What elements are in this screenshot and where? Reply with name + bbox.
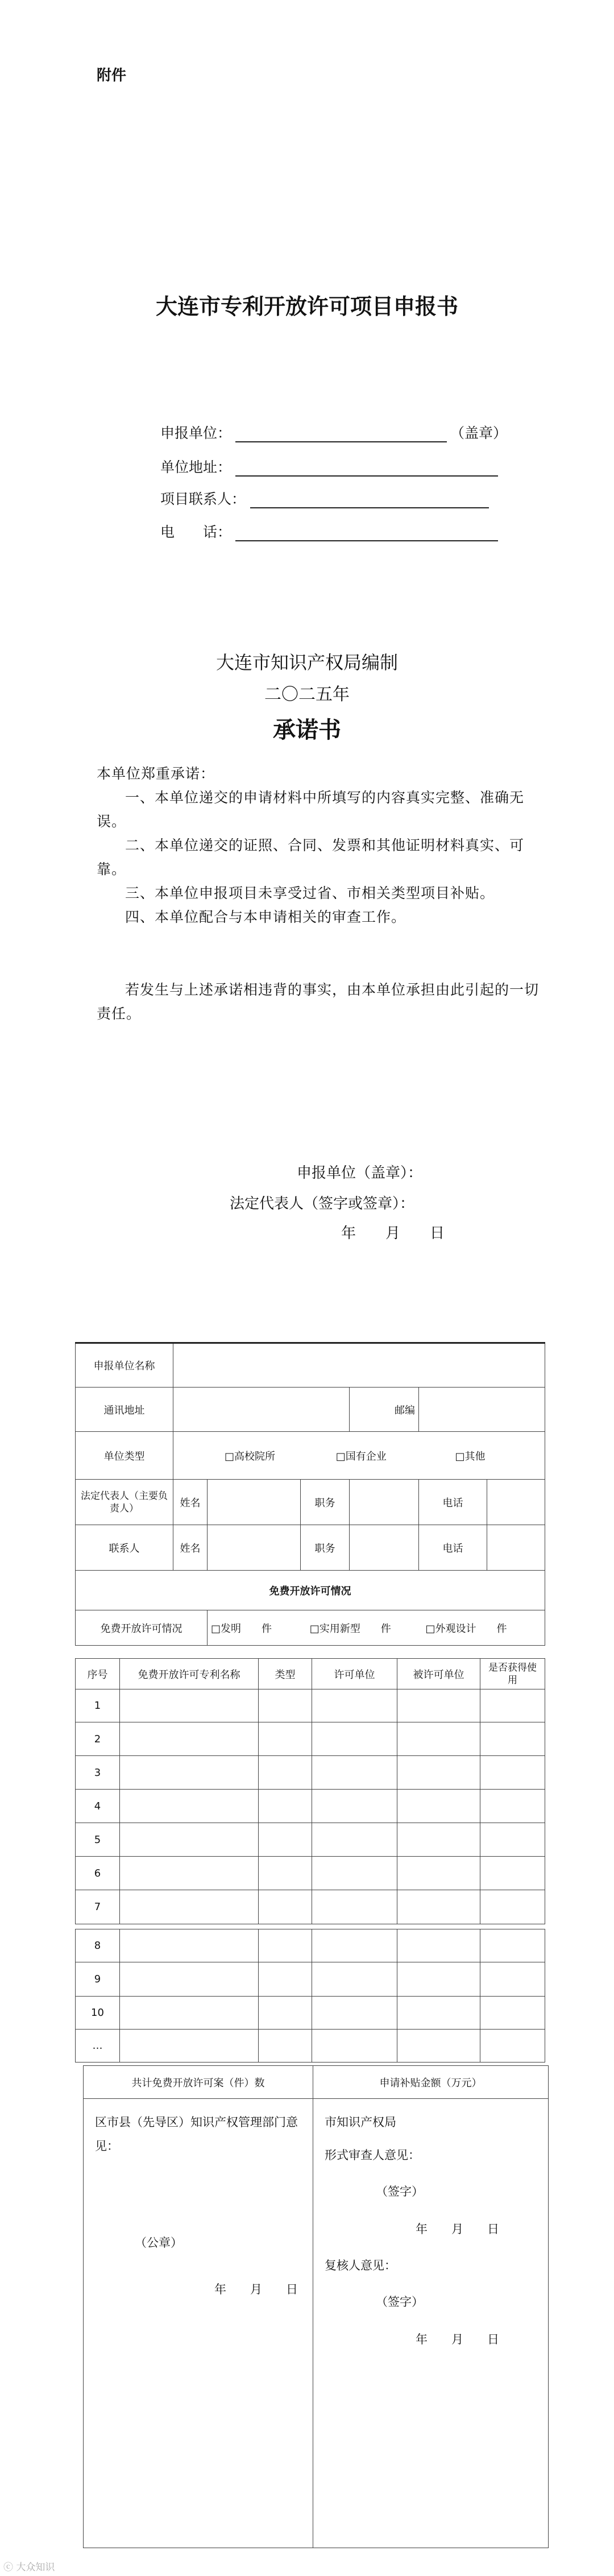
row-index: 5 bbox=[76, 1823, 120, 1857]
header-index: 序号 bbox=[76, 1659, 120, 1689]
row-index: 9 bbox=[76, 1962, 120, 1997]
unit-name-value[interactable] bbox=[173, 1343, 545, 1388]
patent-name-cell[interactable] bbox=[120, 2030, 259, 2063]
type-cell[interactable] bbox=[259, 1756, 312, 1790]
licensor-cell[interactable] bbox=[312, 1790, 397, 1823]
contact-cell-label: 联系人 bbox=[76, 1525, 173, 1571]
applicant-field bbox=[160, 422, 507, 442]
table-row bbox=[76, 1962, 545, 1997]
licensee-cell[interactable] bbox=[397, 1689, 480, 1722]
legal-rep-position-label: 职务 bbox=[301, 1480, 350, 1525]
type-cell[interactable] bbox=[259, 1929, 312, 1962]
row-index: 8 bbox=[76, 1929, 120, 1962]
district-opinion-cell[interactable] bbox=[84, 2099, 313, 2548]
legal-rep-position-value[interactable] bbox=[350, 1480, 419, 1525]
licensee-cell[interactable] bbox=[397, 2030, 480, 2063]
subsidy-label: 申请补贴金额（万元） bbox=[313, 2066, 549, 2099]
license-kind-invention[interactable]: □发明 件 bbox=[211, 1622, 272, 1635]
licensor-cell[interactable] bbox=[312, 1689, 397, 1722]
contact-name-label: 姓名 bbox=[173, 1525, 208, 1571]
row-index: 6 bbox=[76, 1857, 120, 1890]
district-opinion-label: 区市县（先导区）知识产权管理部门意见： bbox=[95, 2115, 298, 2153]
phone-label: 电 话： bbox=[160, 524, 232, 540]
district-date: 年 月 日 bbox=[214, 2283, 298, 2296]
address-field bbox=[160, 456, 498, 477]
commitment-item-2: 二、本单位递交的证照、合同、发票和其他证明材料真实、可靠。 bbox=[97, 837, 525, 877]
patent-name-cell[interactable] bbox=[120, 1962, 259, 1997]
sign-date: 年 月 日 bbox=[341, 1225, 445, 1242]
type-cell[interactable] bbox=[259, 1823, 312, 1857]
used-cell[interactable] bbox=[480, 1823, 545, 1857]
header-used: 是否获得使用 bbox=[480, 1659, 545, 1689]
attachment-label: 附件 bbox=[97, 67, 127, 84]
row-index: … bbox=[76, 2030, 120, 2063]
patent-name-cell[interactable] bbox=[120, 1890, 259, 1924]
patent-name-cell[interactable] bbox=[120, 1857, 259, 1890]
type-cell[interactable] bbox=[259, 1962, 312, 1997]
patent-name-cell[interactable] bbox=[120, 1997, 259, 2030]
commitment-item-1: 一、本单位递交的申请材料中所填写的内容真实完整、准确无误。 bbox=[97, 789, 525, 830]
table-row bbox=[76, 2030, 545, 2063]
license-kind-utility[interactable]: □实用新型 件 bbox=[309, 1622, 391, 1635]
commitment-item-4: 四、本单位配合与本申请相关的审查工作。 bbox=[125, 909, 406, 925]
licensor-cell[interactable] bbox=[312, 1890, 397, 1924]
address-label: 单位地址： bbox=[160, 459, 232, 475]
table-row bbox=[76, 1929, 545, 1962]
used-cell[interactable] bbox=[480, 1997, 545, 2030]
licensor-cell[interactable] bbox=[312, 1962, 397, 1997]
licensor-cell[interactable] bbox=[312, 2030, 397, 2063]
unit-type-option-other[interactable]: □其他 bbox=[455, 1450, 486, 1463]
table-row bbox=[76, 1756, 545, 1790]
table-row bbox=[76, 1997, 545, 2030]
licensee-cell[interactable] bbox=[397, 1929, 480, 1962]
unit-type-options bbox=[173, 1432, 545, 1480]
contact-position-value[interactable] bbox=[350, 1525, 419, 1571]
commitment-intro: 本单位郑重承诺： bbox=[97, 765, 215, 782]
contact-name-value[interactable] bbox=[208, 1525, 301, 1571]
bureau-opinion-cell[interactable] bbox=[313, 2099, 549, 2548]
header-patent-name: 免费开放许可专利名称 bbox=[120, 1659, 259, 1689]
type-cell[interactable] bbox=[259, 2030, 312, 2063]
unit-name-label: 申报单位名称 bbox=[76, 1343, 173, 1388]
table-row bbox=[76, 1857, 545, 1890]
row-index: 4 bbox=[76, 1790, 120, 1823]
watermark-logo: ⓒ 大众知识 bbox=[3, 2562, 55, 2573]
type-cell[interactable] bbox=[259, 1997, 312, 2030]
header-licensee: 被许可单位 bbox=[397, 1659, 480, 1689]
used-cell[interactable] bbox=[480, 1929, 545, 1962]
contact-position-label: 职务 bbox=[301, 1525, 350, 1571]
row-index: 3 bbox=[76, 1756, 120, 1790]
used-cell[interactable] bbox=[480, 1890, 545, 1924]
licensor-cell[interactable] bbox=[312, 1997, 397, 2030]
used-cell[interactable] bbox=[480, 1790, 545, 1823]
legal-rep-name-label: 姓名 bbox=[173, 1480, 208, 1525]
patent-name-cell[interactable] bbox=[120, 1929, 259, 1962]
licensee-cell[interactable] bbox=[397, 1997, 480, 2030]
contact-field bbox=[160, 488, 489, 508]
unit-type-option-university[interactable]: □高校院所 bbox=[225, 1450, 276, 1463]
unit-type-label: 单位类型 bbox=[76, 1432, 173, 1480]
applicant-suffix: （盖章） bbox=[450, 425, 508, 441]
commitment-closing: 若发生与上述承诺相违背的事实，由本单位承担由此引起的一切责任。 bbox=[97, 981, 540, 1022]
contact-phone-value[interactable] bbox=[487, 1525, 545, 1571]
phone-field bbox=[160, 521, 498, 541]
row-index: 10 bbox=[76, 1997, 120, 2030]
licensee-cell[interactable] bbox=[397, 1790, 480, 1823]
rechecker-label: 复核人意见： bbox=[325, 2259, 396, 2272]
form-table-top bbox=[75, 1342, 545, 1646]
patent-table-a bbox=[75, 1658, 545, 1924]
address-cell-label: 通讯地址 bbox=[76, 1388, 173, 1432]
patent-name-cell[interactable] bbox=[120, 1756, 259, 1790]
licensor-cell[interactable] bbox=[312, 1823, 397, 1857]
type-cell[interactable] bbox=[259, 1790, 312, 1823]
postcode-value[interactable] bbox=[419, 1388, 545, 1432]
licensee-cell[interactable] bbox=[397, 1857, 480, 1890]
header-licensor: 许可单位 bbox=[312, 1659, 397, 1689]
patent-name-cell[interactable] bbox=[120, 1790, 259, 1823]
applicant-label: 申报单位： bbox=[160, 425, 232, 441]
contact-line bbox=[250, 492, 489, 508]
compiler: 大连市知识产权局编制 bbox=[215, 652, 398, 673]
row-index: 7 bbox=[76, 1890, 120, 1924]
table-row bbox=[76, 1890, 545, 1924]
cover-title: 大连市专利开放许可项目申报书 bbox=[155, 294, 458, 319]
table-row bbox=[76, 1689, 545, 1722]
patent-name-cell[interactable] bbox=[120, 1689, 259, 1722]
licensor-cell[interactable] bbox=[312, 1722, 397, 1756]
unit-type-option-state[interactable]: □国有企业 bbox=[335, 1450, 387, 1463]
patent-name-cell[interactable] bbox=[120, 1722, 259, 1756]
licensee-cell[interactable] bbox=[397, 1962, 480, 1997]
commitment-title: 承诺书 bbox=[273, 717, 341, 743]
total-count-label: 共计免费开放许可案（件）数 bbox=[84, 2066, 313, 2099]
licensor-cell[interactable] bbox=[312, 1929, 397, 1962]
type-cell[interactable] bbox=[259, 1722, 312, 1756]
used-cell[interactable] bbox=[480, 1689, 545, 1722]
used-cell[interactable] bbox=[480, 1962, 545, 1997]
table-row bbox=[76, 1790, 545, 1823]
table-row bbox=[76, 1722, 545, 1756]
commitment-item-3: 三、本单位申报项目未享受过省、市相关类型项目补贴。 bbox=[125, 885, 495, 901]
legal-rep-label: 法定代表人（主要负责人） bbox=[76, 1480, 173, 1525]
patent-table-b bbox=[75, 1929, 545, 2063]
license-label: 免费开放许可情况 bbox=[76, 1610, 208, 1646]
postcode-label: 邮编 bbox=[350, 1388, 419, 1432]
cover-year: 二〇二五年 bbox=[264, 685, 350, 705]
contact-label: 项目联系人： bbox=[160, 491, 246, 507]
licensor-cell[interactable] bbox=[312, 1756, 397, 1790]
sign-unit: 申报单位（盖章）： bbox=[297, 1165, 423, 1182]
rechecker-date: 年 月 日 bbox=[416, 2333, 499, 2346]
legal-rep-phone-label: 电话 bbox=[419, 1480, 487, 1525]
section-title: 免费开放许可情况 bbox=[76, 1571, 545, 1610]
table-row bbox=[76, 1823, 545, 1857]
used-cell[interactable] bbox=[480, 1857, 545, 1890]
address-value[interactable] bbox=[173, 1388, 350, 1432]
applicant-line bbox=[235, 426, 447, 442]
row-index: 2 bbox=[76, 1722, 120, 1756]
sign-rep: 法定代表人（签字或签章）： bbox=[230, 1195, 415, 1212]
used-cell[interactable] bbox=[480, 2030, 545, 2063]
contact-phone-label: 电话 bbox=[419, 1525, 487, 1571]
phone-line bbox=[235, 525, 498, 541]
license-kind-design[interactable]: □外观设计 件 bbox=[425, 1622, 507, 1635]
type-cell[interactable] bbox=[259, 1689, 312, 1722]
patent-name-cell[interactable] bbox=[120, 1823, 259, 1857]
used-cell[interactable] bbox=[480, 1756, 545, 1790]
licensee-cell[interactable] bbox=[397, 1722, 480, 1756]
district-seal: （公章） bbox=[135, 2236, 182, 2250]
opinion-table bbox=[83, 2065, 549, 2548]
type-cell[interactable] bbox=[259, 1857, 312, 1890]
formal-reviewer-date: 年 月 日 bbox=[416, 2222, 499, 2236]
licensor-cell[interactable] bbox=[312, 1857, 397, 1890]
formal-reviewer-sign: （签字） bbox=[376, 2185, 424, 2198]
rechecker-sign: （签字） bbox=[376, 2295, 424, 2309]
licensee-cell[interactable] bbox=[397, 1890, 480, 1924]
row-index: 1 bbox=[76, 1689, 120, 1722]
formal-reviewer-label: 形式审查人意见： bbox=[325, 2148, 420, 2162]
bureau-label: 市知识产权局 bbox=[325, 2115, 396, 2129]
licensee-cell[interactable] bbox=[397, 1756, 480, 1790]
license-kinds bbox=[208, 1610, 545, 1646]
used-cell[interactable] bbox=[480, 1722, 545, 1756]
legal-rep-name-value[interactable] bbox=[208, 1480, 301, 1525]
header-type: 类型 bbox=[259, 1659, 312, 1689]
type-cell[interactable] bbox=[259, 1890, 312, 1924]
licensee-cell[interactable] bbox=[397, 1823, 480, 1857]
address-line bbox=[235, 461, 498, 477]
legal-rep-phone-value[interactable] bbox=[487, 1480, 545, 1525]
